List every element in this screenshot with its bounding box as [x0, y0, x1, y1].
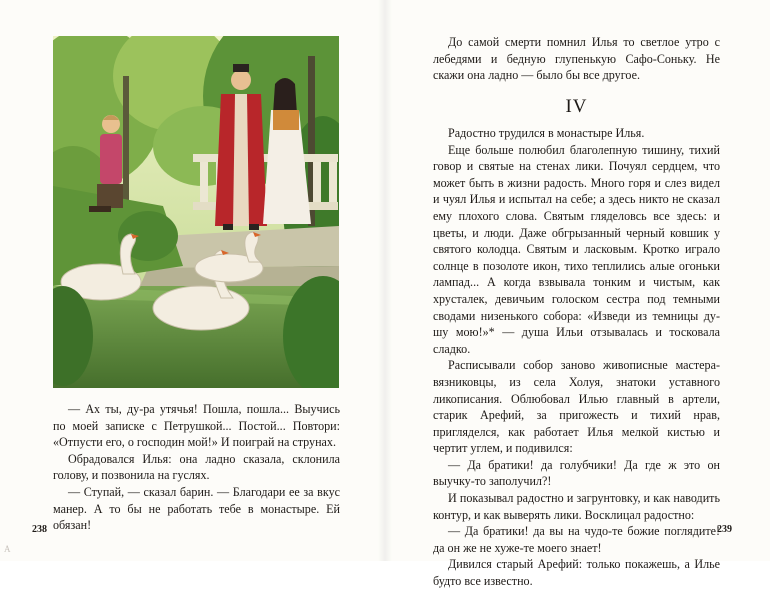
right-paragraph-5: И показывал радостно и загрунтовку, и как наводить контур, и как выверять лики. Восклицал радостно: — [433, 491, 720, 522]
right-page-text — [433, 125, 720, 590]
left-paragraph-3: — Ступай, — сказал барин. — Благодари ее за вкус манер. А то бы не работать тебе в монастыре. Ей обязан! — [53, 484, 340, 533]
left-paragraph-1: — Ах ты, ду-ра утячья! Пошла, пошла... Выучись по моей записке с Петрушкой... Постой... Повтори: «Отпусти его, о господин мой!» И поиграй на струнах. — [53, 402, 340, 450]
right-page-intro — [433, 34, 720, 84]
swans-by-lake-illustration — [53, 36, 339, 388]
right-paragraph-3: Расписывали собор заново живописные мастера-вязниковцы, из села Холуя, знатоки уставного ликописания. Облюбовал Илью главный в артели, старик Арефий, за пригожесть и тихий нрав, пригляделся, как работает Илья мелкой кистью и чертит углем, и подивился: — [433, 358, 720, 456]
book-gutter — [378, 0, 392, 561]
illustration-art — [53, 36, 339, 388]
right-paragraph-4: — Да братики! да голубчики! Да где ж это он выучку-то заполучил?! — [433, 457, 720, 489]
chapter-number: IV — [565, 96, 588, 117]
left-paragraph-2: Обрадовался Илья: она ладно сказала, склонила голову, и позвонила на гуслях. — [53, 451, 340, 483]
corner-watermark: A — [4, 544, 11, 554]
right-paragraph-7: Дивился старый Арефий: только покажешь, а Илье будто все известно. — [433, 557, 720, 589]
right-paragraph-1: Радостно трудился в монастыре Илья. — [448, 126, 645, 140]
left-page-text — [53, 401, 340, 534]
left-page-number: 238 — [32, 524, 47, 535]
right-page-number: 239 — [717, 524, 732, 535]
intro-paragraph: До самой смерти помнил Илья то светлое утро с лебедями и бедную глупенькую Сафо-Соньку. Не скажи она ладно — было бы все другое. — [433, 35, 720, 83]
right-paragraph-6: — Да братики! да вы на чудо-те божие поглядите! да он же не хуже-те моего знает! — [433, 524, 720, 555]
right-paragraph-2: Еще больше полюбил благолепную тишину, тихий говор и святые на стенах лики. Почуял сердцем, что может быть в жизни радость. Много горя и слез видел и чуял Илья и испытал на себе; а здесь никто не сказал ему плохого слова. Святым гляделовсь все здесь: и цветы, и люди. Даже обгрызанный черный ковшик у святого колодца. Святым и ласковым. Кротко играло солнце в позолоте икон, тихо теплились алые огоньки лампад... А когда взвывала тонким и чистым, как хрусталек, девичьим голоском сестра под темными сводами низенького собора: «Изведи из темницы ду-шу мою!»* — душа Ильи отзывалась и тосковала сладко. — [433, 142, 720, 356]
